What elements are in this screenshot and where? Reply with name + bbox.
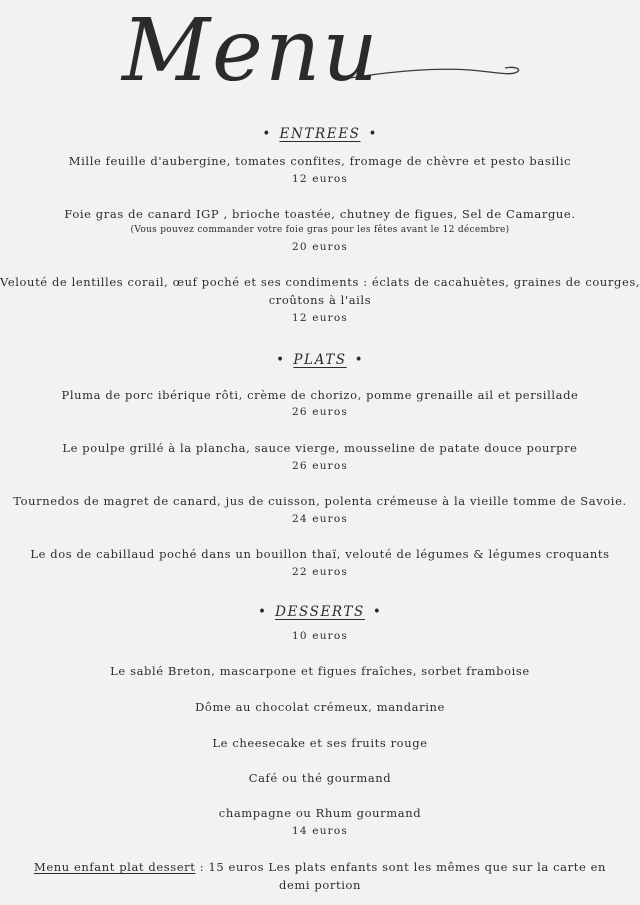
menu-title-block bbox=[0, 0, 640, 120]
bullet-icon: • bbox=[257, 604, 268, 620]
menu-item: Foie gras de canard IGP , brioche toastée, chutney de figues, Sel de Camargue. bbox=[64, 207, 576, 221]
menu-item: Le poulpe grillé à la plancha, sauce vierge, mousseline de patate douce pourpre bbox=[62, 441, 578, 455]
section-header-desserts bbox=[0, 604, 640, 620]
menu-item: Dôme au chocolat crémeux, mandarine bbox=[195, 700, 445, 714]
section-title: ENTREES bbox=[279, 126, 361, 142]
section-price: 10 euros bbox=[291, 630, 348, 642]
menu-item: Le sablé Breton, mascarpone et figues fraîches, sorbet framboise bbox=[110, 664, 530, 678]
bullet-icon: • bbox=[368, 126, 378, 142]
menu-item: Pluma de porc ibérique rôti, crème de chorizo, pomme grenaille ail et persillade bbox=[61, 388, 579, 402]
menu-item: Le cheesecake et ses fruits rouge bbox=[212, 736, 428, 750]
section-header-plats bbox=[0, 352, 640, 368]
section-header-entrees bbox=[0, 126, 640, 142]
section-title: PLATS bbox=[293, 352, 347, 368]
item-price: 12 euros bbox=[291, 312, 348, 324]
bullet-icon: • bbox=[372, 604, 383, 620]
section-title: DESSERTS bbox=[275, 604, 365, 620]
menu-item: champagne ou Rhum gourmand bbox=[218, 806, 422, 820]
item-price: 12 euros bbox=[291, 173, 348, 185]
kids-menu-text: : 15 euros Les plats enfants sont les mêmes que sur la carte en bbox=[195, 860, 607, 874]
item-price: 26 euros bbox=[291, 406, 348, 418]
menu-item: Café ou thé gourmand bbox=[248, 771, 392, 785]
item-price: 20 euros bbox=[291, 241, 348, 253]
menu-item: Le dos de cabillaud poché dans un bouillon thaï, velouté de légumes & légumes croquants bbox=[30, 547, 610, 561]
menu-item: Velouté de lentilles corail, œuf poché et ses condiments : éclats de cacahuètes, graines de courges, bbox=[0, 275, 640, 289]
menu-item-continued: croûtons à l'ails bbox=[268, 293, 372, 307]
kids-menu-note bbox=[0, 860, 640, 874]
item-price: 14 euros bbox=[291, 825, 348, 837]
item-price: 26 euros bbox=[291, 460, 348, 472]
item-price: 24 euros bbox=[291, 513, 348, 525]
bullet-icon: • bbox=[276, 352, 286, 368]
item-price: 22 euros bbox=[291, 566, 348, 578]
kids-menu-note-continued: demi portion bbox=[278, 878, 362, 892]
bullet-icon: • bbox=[262, 126, 272, 142]
menu-item: Tournedos de magret de canard, jus de cuisson, polenta crémeuse à la vieille tomme de Savoie. bbox=[13, 494, 627, 508]
bullet-icon: • bbox=[354, 352, 364, 368]
item-note: (Vous pouvez commander votre foie gras pour les fêtes avant le 12 décembre) bbox=[130, 225, 510, 235]
page-title: Menu bbox=[122, 1, 380, 101]
menu-item: Mille feuille d'aubergine, tomates confites, fromage de chèvre et pesto basilic bbox=[68, 154, 572, 168]
kids-menu-link[interactable]: Menu enfant plat dessert bbox=[33, 860, 196, 874]
